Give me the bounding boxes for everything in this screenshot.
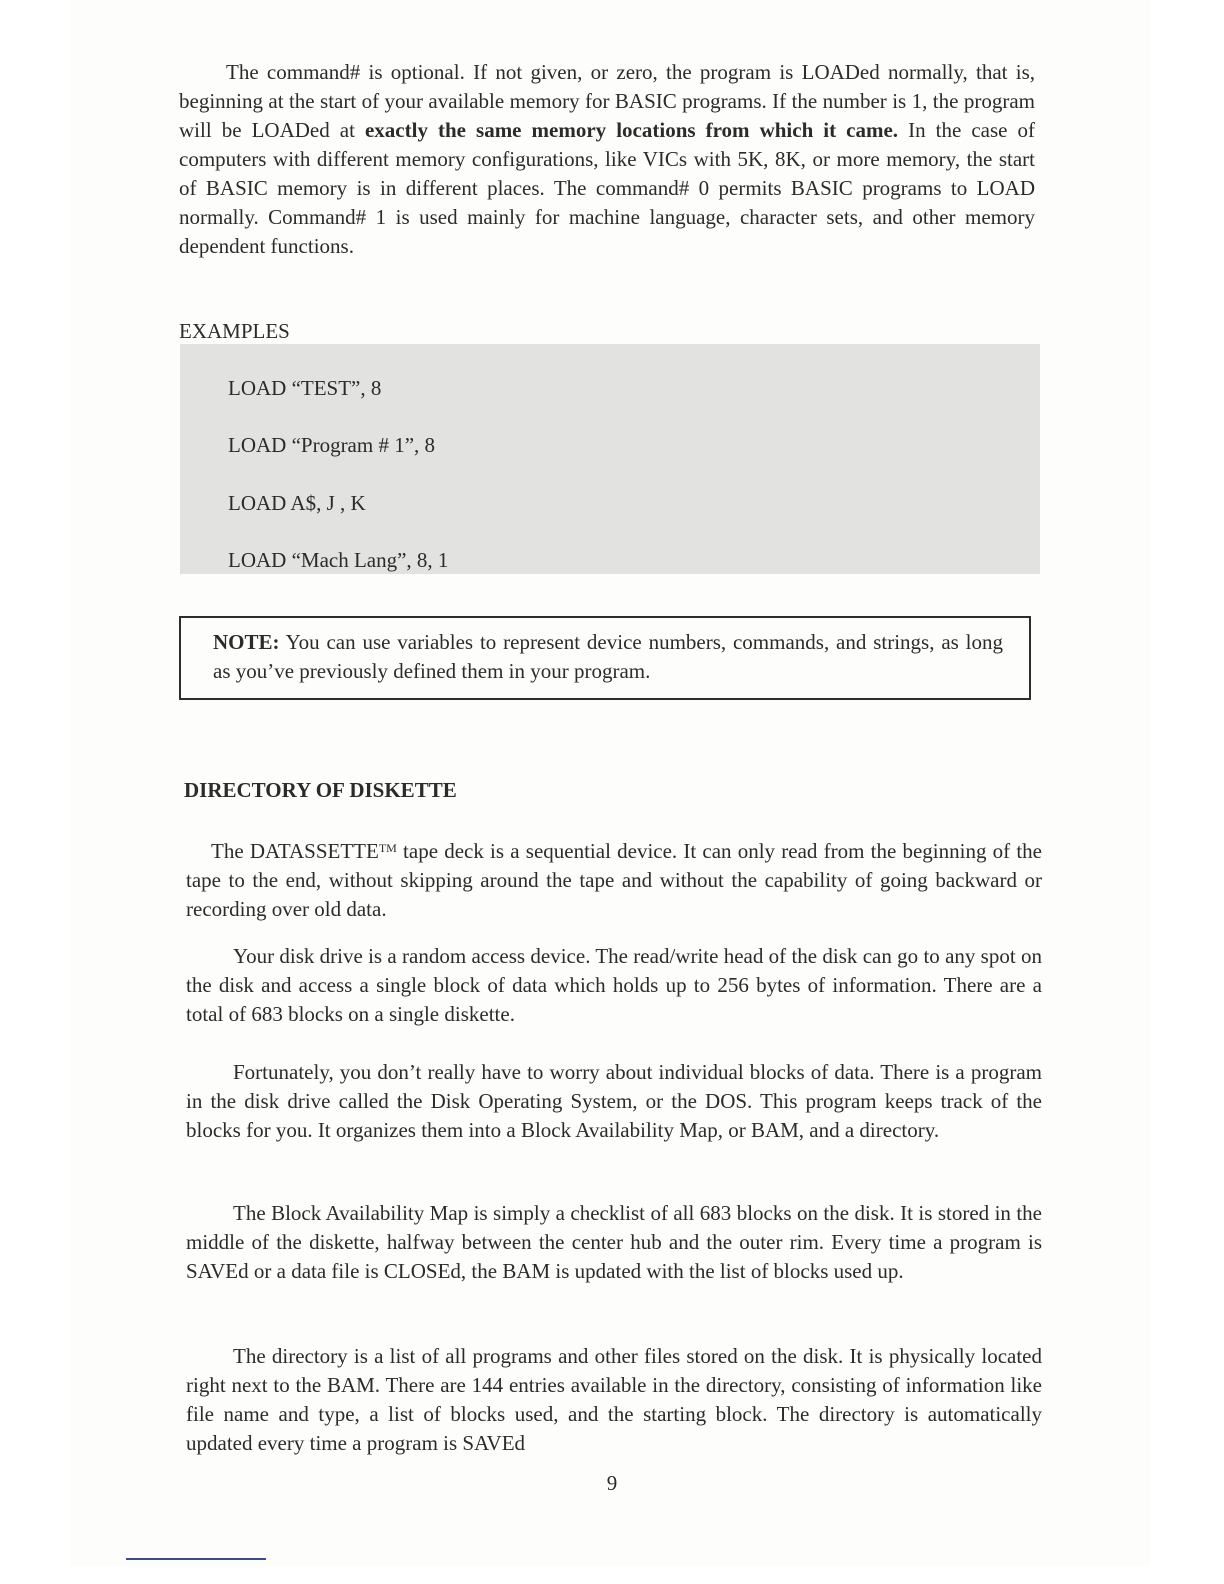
example-line: LOAD “Mach Lang”, 8, 1: [228, 548, 449, 572]
examples-code-box: [180, 344, 1040, 574]
command-paragraph-part1: The command# is optional. If not given, or zero, the program is LOADed normally, that is, beginning at the start of your available memory for BASIC programs. If the number is 1, the program will be LOADed at: [179, 60, 1035, 142]
directory-paragraph: The directory is a list of all programs and other files stored on the disk. It is physically located right next to the BAM. There are 144 entries available in the directory, consisting of information like file name and type, a list of blocks used, and the starting block. The directory is automatically updated every time a program is SAVEd: [186, 1344, 1042, 1455]
note-label: NOTE:: [213, 630, 280, 654]
dos-paragraph: Fortunately, you don’t really have to worry about individual blocks of data. There is a program in the disk drive called the Disk Operating System, or the DOS. This program keeps track of the blocks for you. It organizes them into a Block Availability Map, or BAM, and a directory.: [186, 1060, 1042, 1142]
example-line: LOAD “TEST”, 8: [228, 376, 382, 400]
command-number-paragraph: [179, 58, 1035, 261]
command-paragraph-part2: In the case of computers with different memory configurations, like VICs with 5K, 8K, or more memory, the start of BASIC memory is in different places. The command# 0 permits BASIC programs to LOAD normally. Command# 1 is used mainly for machine language, character sets, and other memory dependent functions.: [179, 118, 1035, 258]
example-line: LOAD A$, J , K: [228, 491, 366, 515]
datassette-paragraph-part1: The DATASSETTE: [211, 839, 379, 863]
disk-drive-paragraph: Your disk drive is a random access device. The read/write head of the disk can go to any spot on the disk and access a single block of data which holds up to 256 bytes of information. There are a total of 683 blocks on a single diskette.: [186, 944, 1042, 1026]
bottom-rule: [126, 1558, 266, 1560]
command-paragraph-bold: exactly the same memory locations from which it came.: [364, 118, 899, 142]
section-heading: DIRECTORY OF DISKETTE: [184, 778, 457, 802]
note-text: [213, 628, 1003, 686]
examples-heading: EXAMPLES: [179, 319, 290, 343]
trademark-mark: TM: [378, 841, 397, 855]
bam-paragraph: The Block Availability Map is simply a checklist of all 683 blocks on the disk. It is stored in the middle of the diskette, halfway between the center hub and the outer rim. Every time a program is SAVEd or a data file is CLOSEd, the BAM is updated with the list of blocks used up.: [186, 1201, 1042, 1283]
page-number: 9: [606, 1471, 618, 1495]
datassette-paragraph: [186, 834, 1042, 924]
example-line: LOAD “Program # 1”, 8: [228, 433, 436, 457]
note-box: [179, 616, 1031, 700]
note-body: You can use variables to represent device numbers, commands, and strings, as long as you’ve previously defined them in your program.: [213, 630, 1003, 683]
datassette-paragraph-part2: tape deck is a sequential device. It can only read from the beginning of the tape to the end, without skipping around the tape and without the capability of going backward or recording over old data.: [186, 839, 1043, 921]
